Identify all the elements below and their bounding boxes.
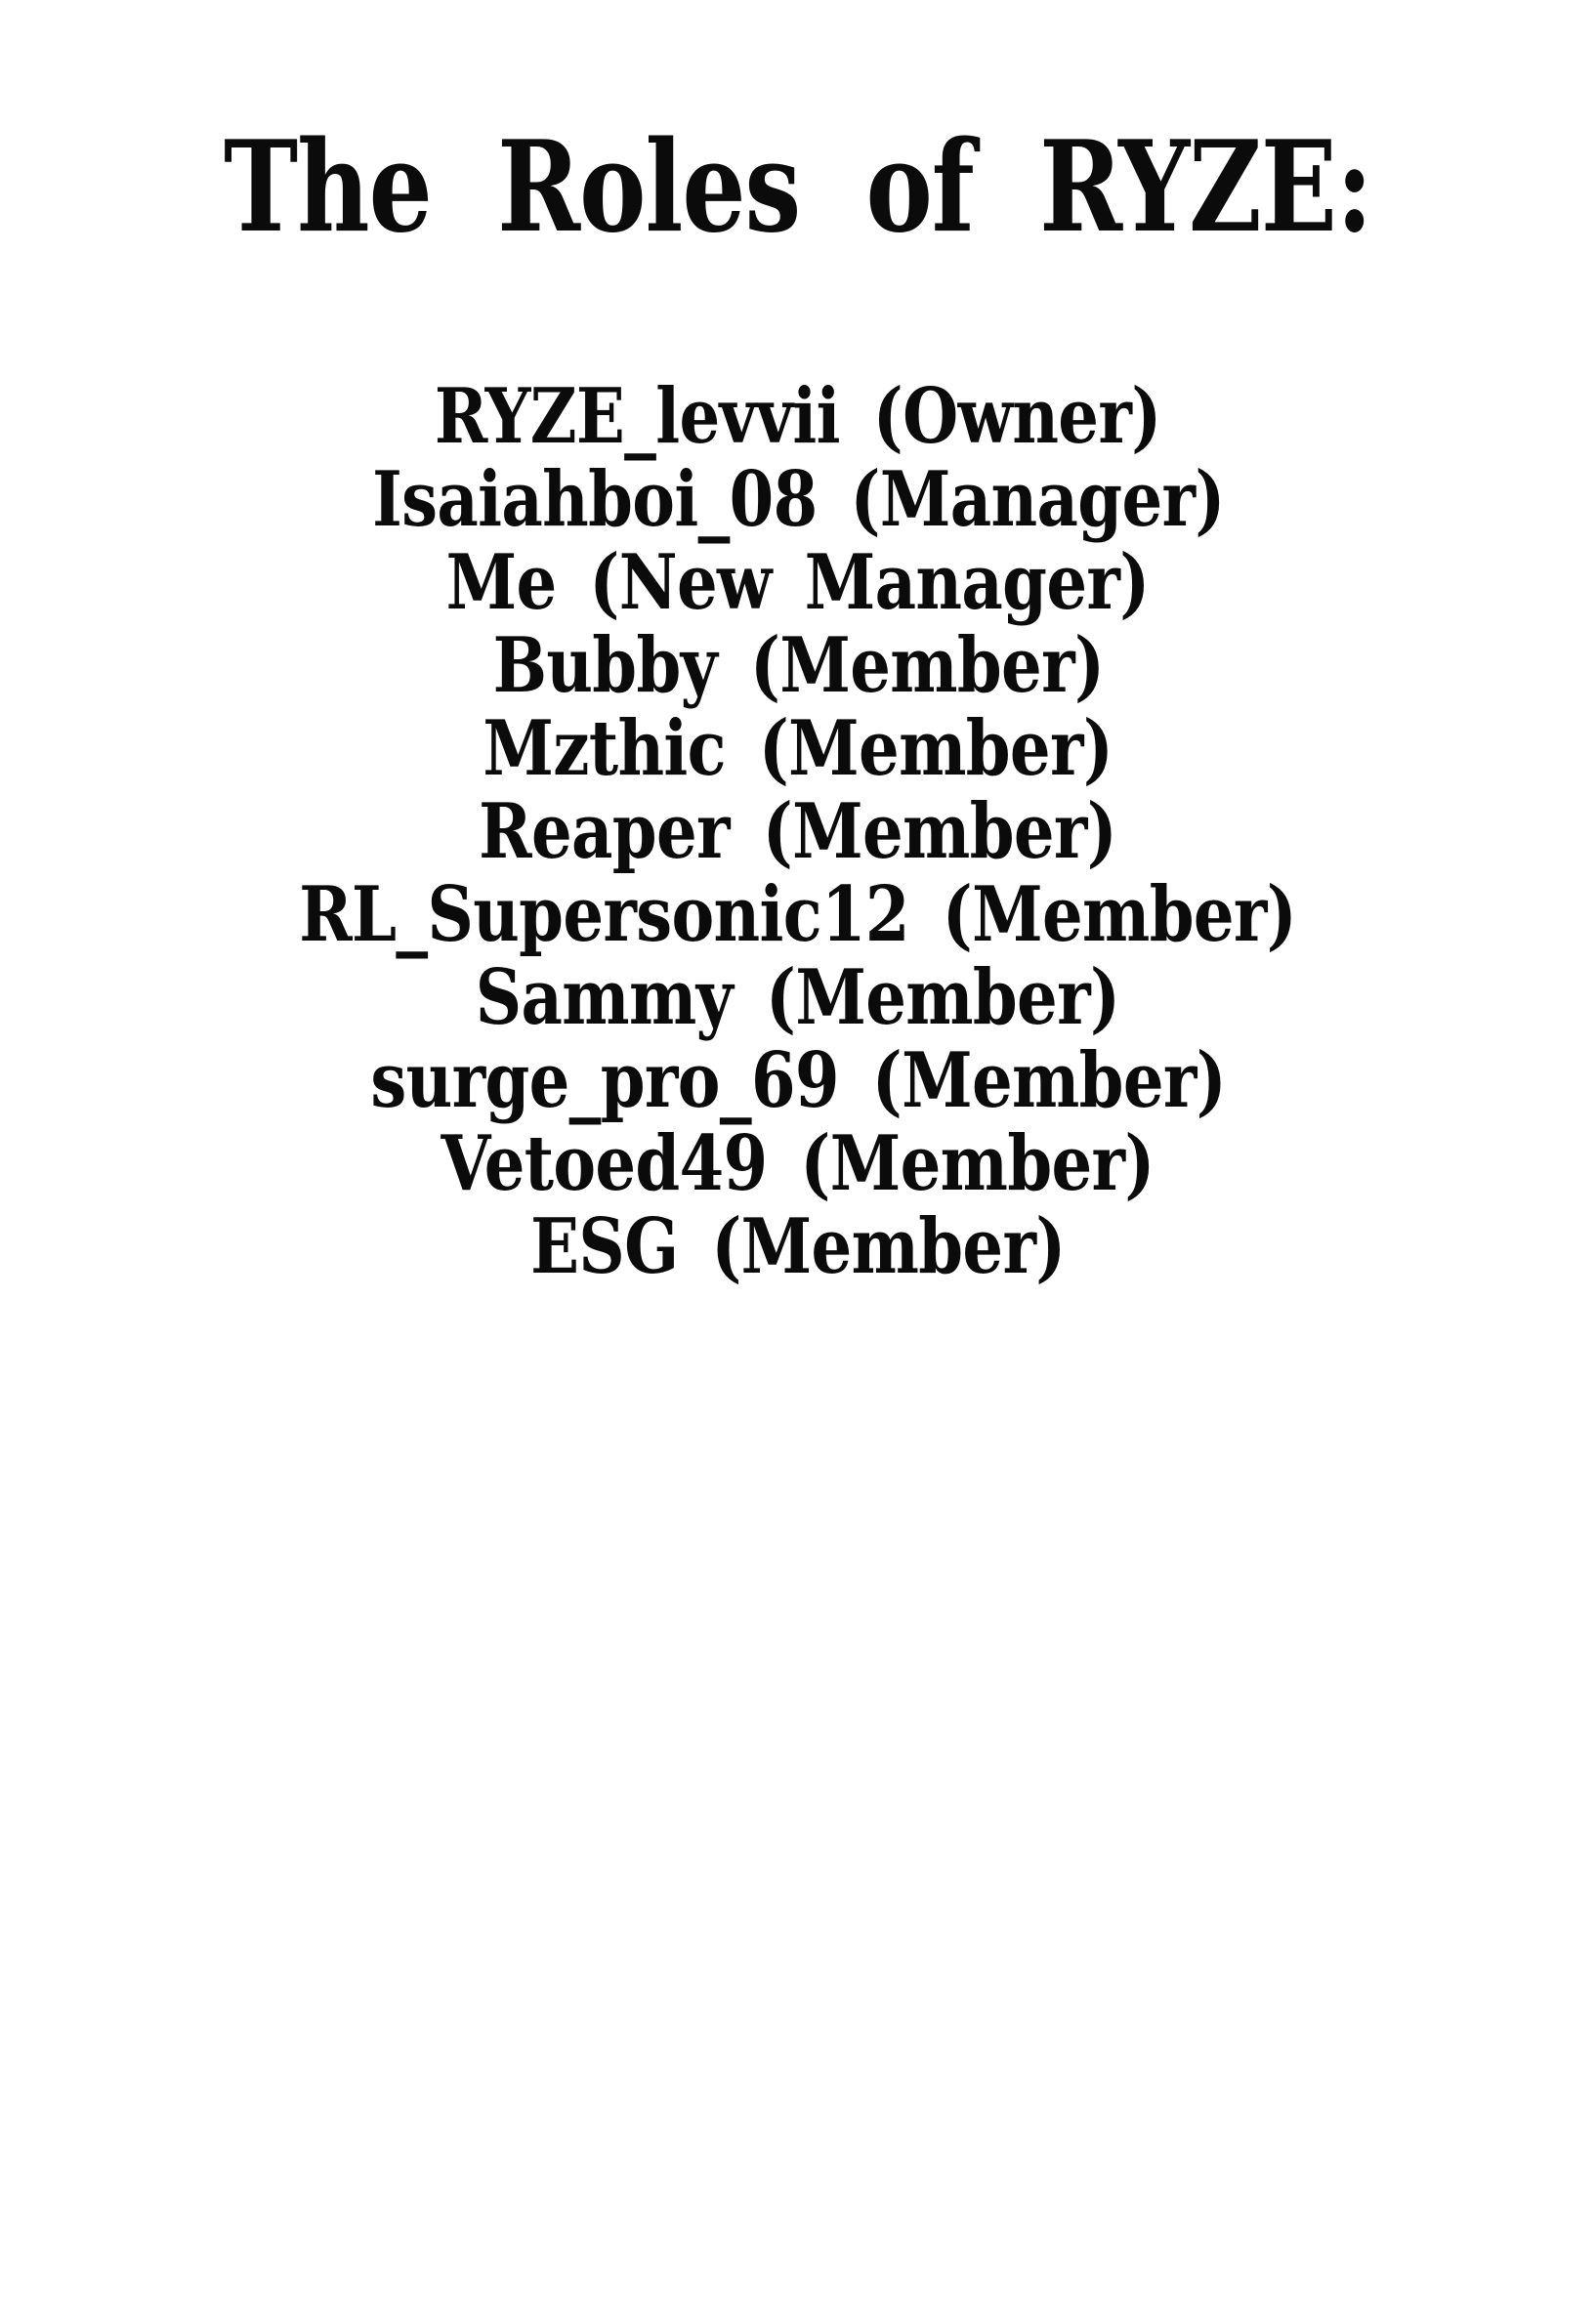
- role-line-esg: ESG (Member): [530, 1202, 1066, 1291]
- role-line-ryze-levvii: RYZE_levvii (Owner): [435, 372, 1161, 461]
- role-line-me: Me (New Manager): [445, 538, 1150, 627]
- role-line-surge-pro-69: surge_pro_69 (Member): [370, 1036, 1226, 1125]
- role-line-isaiahboi-08: Isaiahboi_08 (Manager): [371, 455, 1225, 544]
- role-line-bubby: Bubby (Member): [492, 621, 1104, 710]
- page-title: The Roles of RYZE:: [224, 114, 1372, 261]
- role-line-reaper: Reaper (Member): [479, 787, 1117, 876]
- role-line-sammy: Sammy (Member): [476, 953, 1120, 1042]
- role-line-vetoed49: Vetoed49 (Member): [441, 1119, 1155, 1208]
- roles-list: [204, 372, 1391, 1291]
- role-line-mzthic: Mzthic (Member): [483, 704, 1113, 793]
- role-line-rl-supersonic12: RL_Supersonic12 (Member): [299, 870, 1297, 959]
